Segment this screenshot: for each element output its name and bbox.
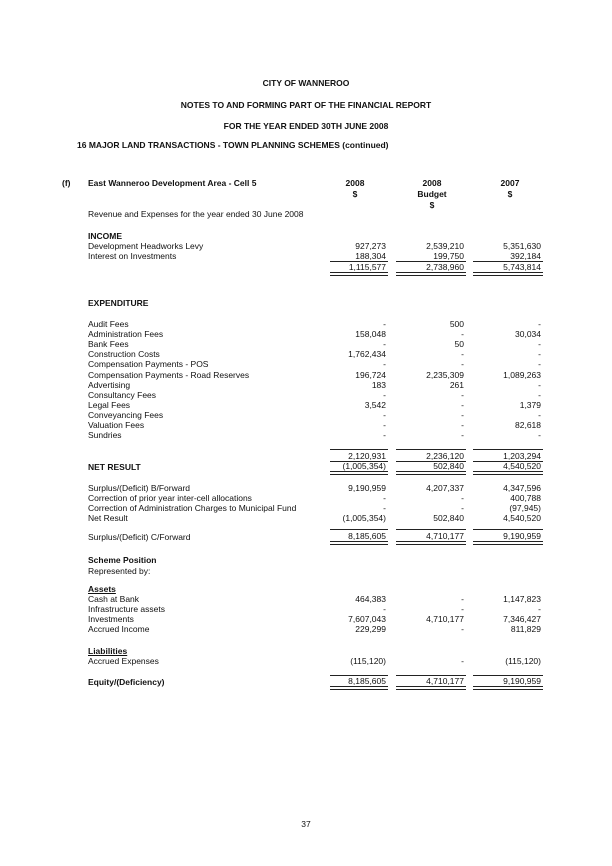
value-2007: - — [538, 409, 541, 420]
value-2008: 158,048 — [355, 329, 386, 340]
value-2007: 1,379 — [519, 399, 541, 410]
total-double-rule — [396, 541, 466, 545]
value-budget: 4,207,337 — [426, 483, 464, 493]
value-budget: - — [461, 389, 464, 400]
value-2007: (115,120) — [505, 656, 541, 666]
subtotal-rule — [473, 449, 543, 450]
value-budget: - — [461, 430, 464, 441]
value-2007: 811,829 — [510, 624, 541, 634]
subsection-letter: (f) — [62, 178, 71, 188]
value-budget: - — [461, 399, 464, 410]
subtotal-rule — [396, 449, 466, 450]
value-2007: 1,147,823 — [503, 594, 541, 604]
value-2007: 9,190,959 — [503, 531, 541, 541]
report-period: FOR THE YEAR ENDED 30TH JUNE 2008 — [223, 121, 389, 131]
row-label: Advertising — [88, 379, 131, 390]
col-2008-year: 2008 — [345, 178, 365, 188]
value-budget: - — [461, 604, 464, 614]
row-label: Net Result — [88, 513, 128, 523]
value-budget: - — [461, 656, 464, 666]
assets-heading: Assets — [88, 584, 116, 594]
value-2007: 5,351,630 — [503, 241, 541, 251]
total-double-rule — [473, 686, 543, 690]
row-label: Compensation Payments - POS — [88, 359, 209, 370]
value-2008: - — [383, 604, 386, 614]
value-2008: (115,120) — [350, 656, 386, 666]
row-label: Audit Fees — [88, 319, 129, 329]
row-label: Development Headworks Levy — [88, 241, 204, 251]
value-2008: 196,724 — [355, 369, 386, 380]
value-2007: (97,945) — [509, 503, 541, 513]
row-label: Cash at Bank — [88, 594, 140, 604]
row-label: Correction of prior year inter-cell allocations — [88, 493, 252, 503]
value-budget: - — [461, 409, 464, 420]
col-2008-unit: $ — [352, 189, 358, 199]
row-label: Accrued Income — [88, 624, 150, 634]
value-2008: 3,542 — [364, 399, 386, 410]
total-double-rule — [330, 272, 388, 276]
value-budget: 199,750 — [433, 251, 464, 261]
value-budget: 502,840 — [433, 513, 464, 523]
value-2007: 30,034 — [515, 329, 541, 340]
subtotal-rule — [330, 529, 388, 530]
value-2008: 9,190,959 — [348, 483, 386, 493]
value-budget: - — [461, 594, 464, 604]
value-budget: 4,710,177 — [426, 676, 464, 686]
value-2007: - — [538, 319, 541, 329]
value-2008: - — [383, 359, 386, 370]
col-2007-year: 2007 — [500, 178, 520, 188]
subtotal-rule — [330, 449, 388, 450]
value-budget: - — [461, 493, 464, 503]
value-2007: - — [538, 604, 541, 614]
value-2008: 8,185,605 — [348, 676, 386, 686]
value-2007: 82,618 — [515, 420, 541, 430]
value-2007: 5,743,814 — [503, 262, 541, 272]
value-2007: 392,184 — [510, 251, 541, 261]
value-2008: 229,299 — [355, 624, 386, 634]
value-budget: 4,710,177 — [426, 614, 464, 624]
value-2007: - — [538, 359, 541, 370]
page-number: 37 — [301, 819, 311, 829]
value-2008: - — [383, 430, 386, 441]
col-budget-label: Budget — [417, 189, 447, 199]
total-double-rule — [396, 686, 466, 690]
value-budget: 2,235,309 — [426, 369, 464, 380]
row-label: Sundries — [88, 430, 122, 441]
value-2007: 1,089,263 — [503, 369, 541, 380]
value-2007: 400,788 — [510, 493, 541, 503]
row-label: Administration Fees — [88, 329, 164, 340]
value-budget: 2,738,960 — [426, 262, 464, 272]
value-2008: 7,607,043 — [348, 614, 386, 624]
value-2008: 1,762,434 — [348, 349, 386, 360]
total-double-rule — [473, 272, 543, 276]
income-heading: INCOME — [88, 231, 122, 241]
value-2008: - — [383, 503, 386, 513]
row-label: Correction of Administration Charges to Municipal Fund — [88, 503, 297, 513]
value-2008: 1,115,577 — [348, 262, 386, 272]
total-double-rule — [473, 541, 543, 545]
value-budget: 4,710,177 — [426, 531, 464, 541]
equity-label: Equity/(Deficiency) — [88, 677, 165, 687]
col-budget-unit: $ — [429, 200, 435, 210]
value-2008: - — [383, 319, 386, 329]
value-2007: 7,346,427 — [503, 614, 541, 624]
value-budget: - — [461, 624, 464, 634]
row-label: Infrastructure assets — [88, 604, 166, 614]
value-2008: 927,273 — [355, 241, 386, 251]
value-budget: 502,840 — [433, 461, 464, 471]
net-result-label: NET RESULT — [88, 462, 141, 472]
value-budget: - — [461, 349, 464, 360]
org-name: CITY OF WANNEROO — [262, 78, 350, 88]
value-2007: - — [538, 349, 541, 360]
value-2007: - — [538, 430, 541, 441]
row-label: Consultancy Fees — [88, 389, 157, 400]
value-2008: 188,304 — [355, 251, 386, 261]
row-label: Accrued Expenses — [88, 656, 159, 666]
value-budget: 50 — [454, 339, 464, 350]
value-2007: 1,203,294 — [503, 451, 541, 461]
value-2007: - — [538, 389, 541, 400]
row-label: Surplus/(Deficit) B/Forward — [88, 483, 191, 493]
row-label: Investments — [88, 614, 134, 624]
scheme-position-heading: Scheme Position — [88, 555, 157, 565]
carried-forward-label: Surplus/(Deficit) C/Forward — [88, 532, 191, 542]
value-2008: (1,005,354) — [342, 513, 386, 523]
intro-text: Revenue and Expenses for the year ended 30 June 2008 — [88, 209, 304, 219]
value-2008: 183 — [371, 379, 386, 390]
total-double-rule — [330, 471, 388, 475]
subtotal-rule — [473, 529, 543, 530]
total-double-rule — [396, 471, 466, 475]
row-label: Interest on Investments — [88, 251, 177, 261]
value-2008: - — [383, 389, 386, 400]
value-2008: - — [383, 409, 386, 420]
value-budget: 261 — [449, 379, 464, 390]
value-2008: 2,120,931 — [348, 451, 386, 461]
subsection-title: East Wanneroo Development Area - Cell 5 — [88, 178, 257, 188]
report-notes-title: NOTES TO AND FORMING PART OF THE FINANCIAL REPORT — [180, 100, 432, 110]
expenditure-heading: EXPENDITURE — [88, 298, 149, 308]
row-label: Valuation Fees — [88, 420, 145, 430]
section-heading: 16 MAJOR LAND TRANSACTIONS - TOWN PLANNING SCHEMES (continued) — [77, 140, 389, 150]
total-double-rule — [396, 272, 466, 276]
value-2008: 464,383 — [355, 594, 386, 604]
row-label: Conveyancing Fees — [88, 409, 164, 420]
total-double-rule — [330, 686, 388, 690]
value-2007: - — [538, 379, 541, 390]
value-2008: - — [383, 420, 386, 430]
value-budget: 2,539,210 — [426, 241, 464, 251]
value-2008: - — [383, 339, 386, 350]
value-2008: - — [383, 493, 386, 503]
value-2008: (1,005,354) — [342, 461, 386, 471]
liabilities-heading: Liabilities — [88, 646, 128, 656]
value-budget: - — [461, 503, 464, 513]
subtotal-rule — [396, 529, 466, 530]
row-label: Legal Fees — [88, 399, 131, 410]
col-budget-year: 2008 — [422, 178, 442, 188]
value-2007: - — [538, 339, 541, 350]
row-label: Bank Fees — [88, 339, 129, 350]
col-2007-unit: $ — [507, 189, 513, 199]
value-budget: - — [461, 420, 464, 430]
total-double-rule — [330, 541, 388, 545]
value-budget: 500 — [449, 319, 464, 329]
row-label: Construction Costs — [88, 349, 160, 360]
total-double-rule — [473, 471, 543, 475]
row-label: Compensation Payments - Road Reserves — [88, 369, 250, 380]
value-2008: 8,185,605 — [348, 531, 386, 541]
value-budget: - — [461, 329, 464, 340]
value-2007: 9,190,959 — [503, 676, 541, 686]
value-budget: 2,236,120 — [426, 451, 464, 461]
value-2007: 4,347,596 — [503, 483, 541, 493]
value-2007: 4,540,520 — [503, 461, 541, 471]
value-2007: 4,540,520 — [503, 513, 541, 523]
value-budget: - — [461, 359, 464, 370]
represented-by: Represented by: — [88, 566, 151, 576]
